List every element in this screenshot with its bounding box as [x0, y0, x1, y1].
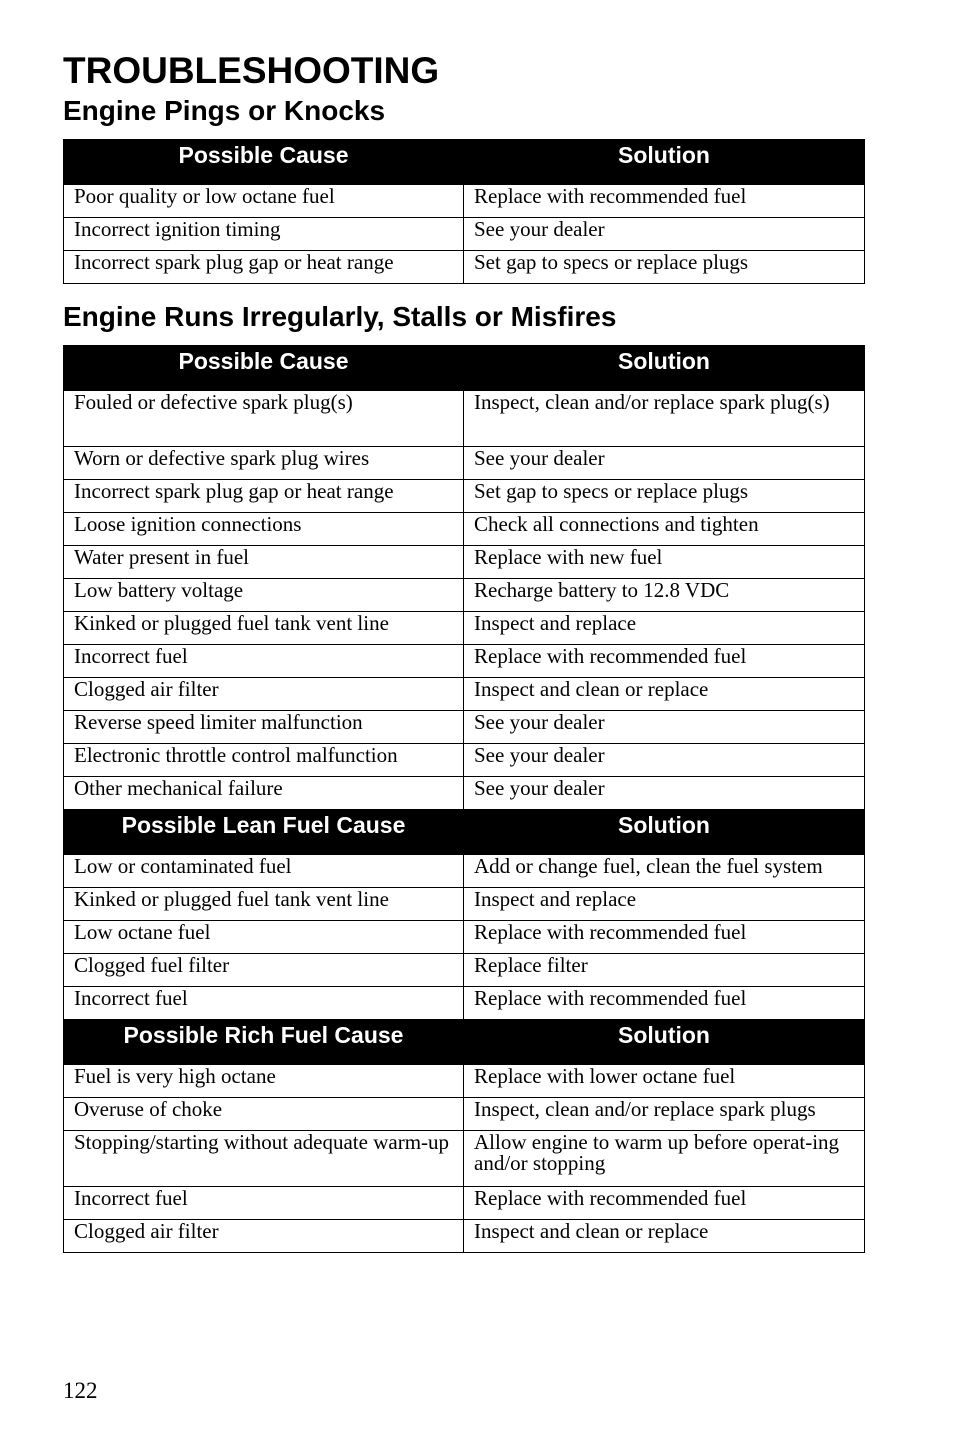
page-title: TROUBLESHOOTING [63, 50, 440, 91]
table-row [64, 678, 865, 711]
table-row [64, 987, 865, 1020]
solution-cell: Inspect, clean and/or replace spark plug(s) [464, 391, 865, 447]
table-row [64, 777, 865, 810]
solution-cell: See your dealer [464, 777, 865, 810]
solution-cell: Replace with recommended fuel [464, 1187, 865, 1220]
table-header-row-lean [64, 810, 865, 855]
table-row [64, 218, 865, 251]
cause-cell: Worn or defective spark plug wires [64, 447, 464, 480]
cause-cell: Electronic throttle control malfunction [64, 744, 464, 777]
solution-cell: See your dealer [464, 711, 865, 744]
table-row [64, 921, 865, 954]
cause-cell: Clogged fuel filter [64, 954, 464, 987]
table-header-row [64, 346, 865, 391]
table-row [64, 612, 865, 645]
cause-cell: Incorrect spark plug gap or heat range [64, 480, 464, 513]
column-header-cause: Possible Cause [64, 346, 464, 391]
solution-cell: Replace with new fuel [464, 546, 865, 579]
solution-cell: Recharge battery to 12.8 VDC [464, 579, 865, 612]
solution-cell: Set gap to specs or replace plugs [464, 480, 865, 513]
cause-cell: Water present in fuel [64, 546, 464, 579]
cause-cell: Incorrect ignition timing [64, 218, 464, 251]
column-header-solution: Solution [464, 1020, 865, 1065]
solution-cell: Replace with lower octane fuel [464, 1065, 865, 1098]
solution-cell: Replace with recommended fuel [464, 645, 865, 678]
section-heading-pings: Engine Pings or Knocks [63, 95, 386, 126]
cause-cell: Incorrect fuel [64, 1187, 464, 1220]
table-row [64, 579, 865, 612]
solution-cell: Replace filter [464, 954, 865, 987]
cause-cell: Incorrect fuel [64, 987, 464, 1020]
cause-cell: Incorrect spark plug gap or heat range [64, 251, 464, 284]
table-row [64, 391, 865, 447]
cause-cell: Fuel is very high octane [64, 1065, 464, 1098]
cause-cell: Clogged air filter [64, 678, 464, 711]
cause-cell: Low octane fuel [64, 921, 464, 954]
manual-page [63, 50, 864, 1253]
pings-table [63, 139, 865, 284]
table-row [64, 1065, 865, 1098]
section-heading-misfires: Engine Runs Irregularly, Stalls or Misfires [63, 301, 617, 332]
cause-cell: Clogged air filter [64, 1220, 464, 1253]
table-row [64, 480, 865, 513]
cause-cell: Fouled or defective spark plug(s) [64, 391, 464, 447]
table-row [64, 1131, 865, 1187]
solution-cell: See your dealer [464, 744, 865, 777]
cause-cell: Kinked or plugged fuel tank vent line [64, 612, 464, 645]
solution-cell: See your dealer [464, 447, 865, 480]
solution-cell: Replace with recommended fuel [464, 921, 865, 954]
solution-cell: Inspect and clean or replace [464, 678, 865, 711]
column-header-solution: Solution [464, 810, 865, 855]
cause-cell: Overuse of choke [64, 1098, 464, 1131]
table-row [64, 711, 865, 744]
table-row [64, 185, 865, 218]
solution-cell: Add or change fuel, clean the fuel system [464, 855, 865, 888]
cause-cell: Low or contaminated fuel [64, 855, 464, 888]
cause-cell: Kinked or plugged fuel tank vent line [64, 888, 464, 921]
table-row [64, 645, 865, 678]
table-header-row [64, 140, 865, 185]
solution-cell: Check all connections and tighten [464, 513, 865, 546]
column-header-solution: Solution [464, 346, 865, 391]
solution-cell: Inspect and replace [464, 612, 865, 645]
cause-cell: Loose ignition connections [64, 513, 464, 546]
misfires-table [63, 345, 865, 1253]
solution-cell: Allow engine to warm up before operat-ing and/or stopping [464, 1131, 865, 1187]
cause-cell: Poor quality or low octane fuel [64, 185, 464, 218]
column-header-solution: Solution [464, 140, 865, 185]
table-row [64, 513, 865, 546]
table-row [64, 954, 865, 987]
solution-cell: Replace with recommended fuel [464, 185, 865, 218]
table-row [64, 1220, 865, 1253]
solution-cell: Inspect, clean and/or replace spark plugs [464, 1098, 865, 1131]
table-row [64, 546, 865, 579]
column-header-cause: Possible Cause [64, 140, 464, 185]
page-number: 122 [63, 1378, 98, 1403]
solution-cell: Replace with recommended fuel [464, 987, 865, 1020]
column-header-lean-cause: Possible Lean Fuel Cause [64, 810, 464, 855]
cause-cell: Low battery voltage [64, 579, 464, 612]
cause-cell: Other mechanical failure [64, 777, 464, 810]
table-row [64, 855, 865, 888]
solution-cell: Set gap to specs or replace plugs [464, 251, 865, 284]
cause-cell: Incorrect fuel [64, 645, 464, 678]
table-row [64, 1187, 865, 1220]
solution-cell: Inspect and replace [464, 888, 865, 921]
column-header-rich-cause: Possible Rich Fuel Cause [64, 1020, 464, 1065]
table-row [64, 744, 865, 777]
table-row [64, 888, 865, 921]
cause-cell: Reverse speed limiter malfunction [64, 711, 464, 744]
table-row [64, 251, 865, 284]
solution-cell: See your dealer [464, 218, 865, 251]
table-row [64, 447, 865, 480]
table-header-row-rich [64, 1020, 865, 1065]
cause-cell: Stopping/starting without adequate warm-up [64, 1131, 464, 1187]
table-row [64, 1098, 865, 1131]
solution-cell: Inspect and clean or replace [464, 1220, 865, 1253]
